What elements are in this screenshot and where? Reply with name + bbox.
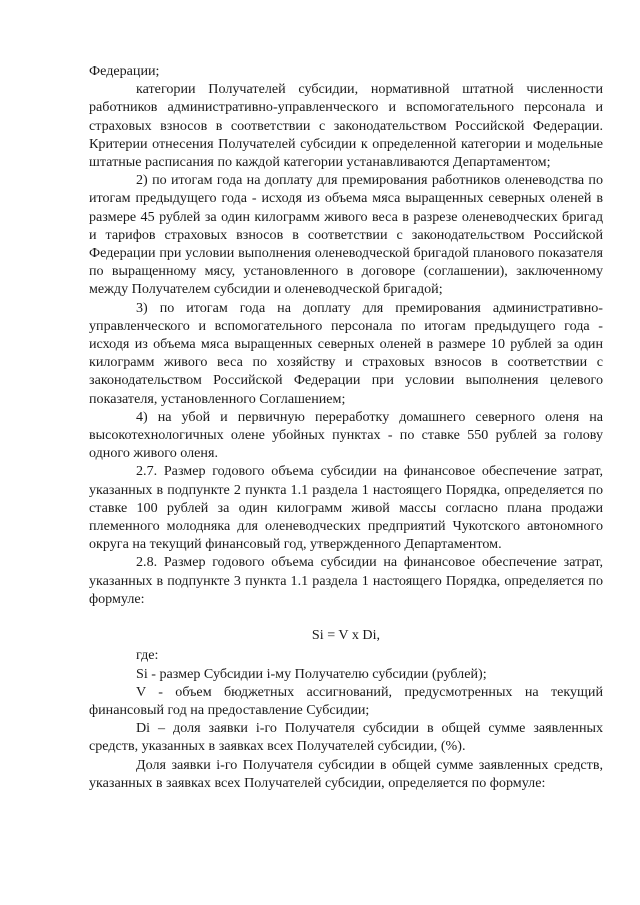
paragraph-clause-2-7: 2.7. Размер годового объема субсидии на финансовое обеспечение затрат, указанных в подпункте 2 пункта 1.1 раздела 1 настоящего Порядка, определяется по ставке 100 рублей за один килограмм живой массы согласно плана продажи племенного молодняка для оленеводческих предприятий Чукотского автономного округа на текущий финансовый год, утвержденного Департаментом.	[89, 463, 603, 553]
document-page	[89, 62, 603, 792]
definition-si: Si - размер Субсидии i-му Получателю субсидии (рублей);	[136, 665, 487, 682]
paragraph-continuation: Федерации;	[89, 63, 160, 79]
paragraph-di-formula-intro: Доля заявки i-го Получателя субсидии в общей сумме заявленных средств, указанных в заявках всех Получателей субсидии, определяется по формуле:	[89, 756, 603, 791]
paragraph-where: где:	[136, 647, 159, 664]
paragraph-clause-2-8: 2.8. Размер годового объема субсидии на финансовое обеспечение затрат, указанных в подпункте 3 пункта 1.1 раздела 1 настоящего Порядка, определяется по формуле:	[89, 554, 603, 607]
formula-si: Si = V x Di,	[311, 627, 381, 644]
paragraph-item-4-slaughter: 4) на убой и первичную переработку домашнего северного оленя на высокотехнологичных олене убойных пунктах - по ставке 550 рублей за голову одного живого оленя.	[89, 408, 603, 462]
paragraph-item-3-admin-bonus: 3) по итогам года на доплату для премирования административно-управленческого и вспомогательного персонала по итогам предыдущего года - исходя из объема мяса выращенных северных оленей в размере 10 рублей за один килограмм живого веса по хозяйству и страховых взносов в соответствии с законодательством Российской Федерации при условии выполнения целевого показателя, установленного Соглашением;	[89, 299, 603, 407]
paragraph-item-2-herders-bonus: 2) по итогам года на доплату для премирования работников оленеводства по итогам предыдущего года - исходя из объема мяса выращенных северных оленей в размере 45 рублей за один килограмм живого веса в разрезе оленеводческих бригад и тарифов страховых взносов в соответствии с законодательством Российской Федерации при условии выполнения оленеводческой бригадой планового показателя по выращенному мясу, установленного в договоре (соглашении), заключенному между Получателем субсидии и оленеводческой бригадой;	[89, 172, 603, 298]
definition-v: V - объем бюджетных ассигнований, предусмотренных на текущий финансовый год на предоставление Субсидии;	[89, 683, 603, 718]
definition-di: Di – доля заявки i-го Получателя субсидии в общей сумме заявленных средств, указанных в заявках всех Получателей субсидии, (%).	[89, 720, 603, 755]
paragraph-recipient-categories: категории Получателей субсидии, нормативной штатной численности работников административно-управленческого и вспомогательного персонала и страховых взносов в соответствии с законодательством Российской Федерации. Критерии отнесения Получателей субсидии к определенной категории и модельные штатные расписания по каждой категории устанавливаются Департаментом;	[89, 81, 603, 171]
